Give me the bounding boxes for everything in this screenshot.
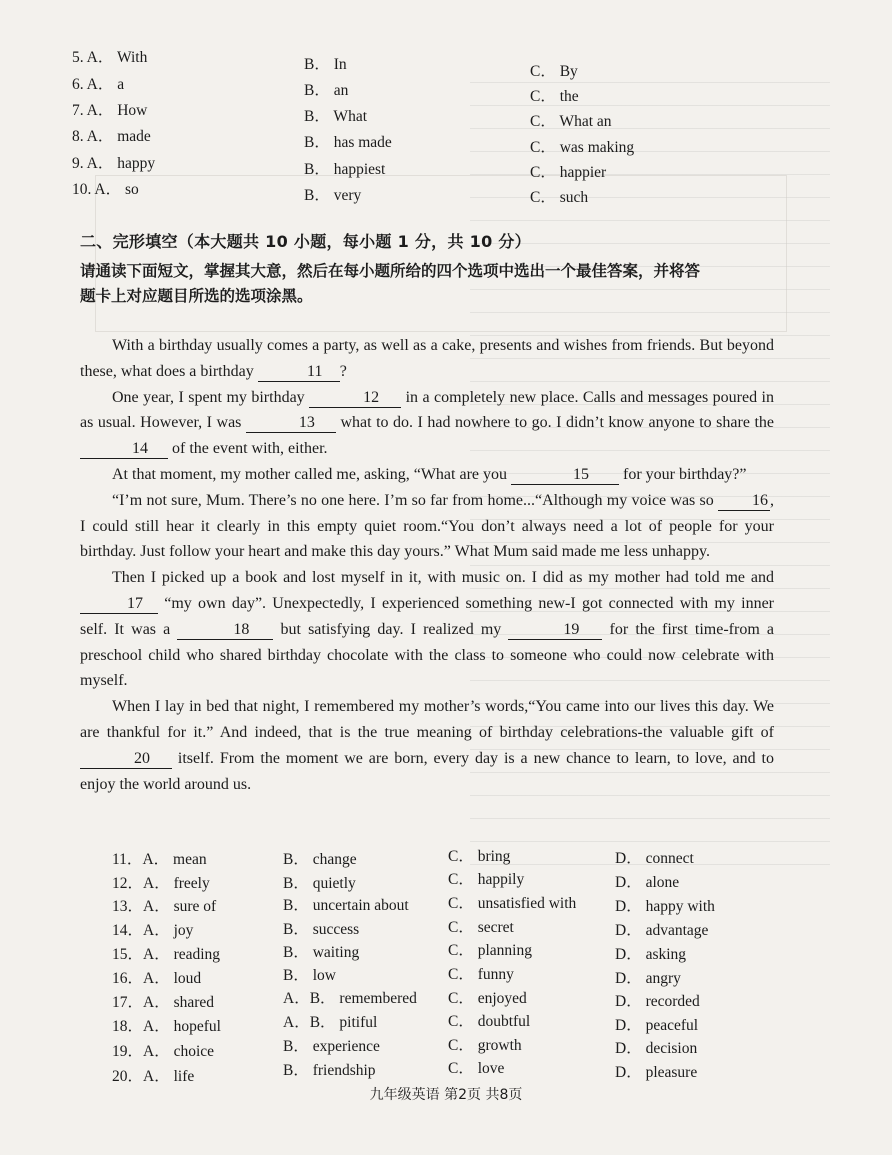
- q15-d: D． asking: [615, 946, 687, 963]
- q14-a: 14．A． joy: [112, 922, 194, 939]
- q13-b: B． uncertain about: [283, 897, 409, 914]
- q18-c: C． doubtful: [448, 1013, 531, 1030]
- section-instruction-line-2: 题卡上对应题目所选的选项涂黑。: [80, 287, 313, 305]
- q13-a: 13．A． sure of: [112, 898, 217, 915]
- q6-a: 6. A． a: [72, 76, 125, 93]
- q12-d: D． alone: [615, 874, 680, 891]
- q17-d: D． recorded: [615, 993, 700, 1010]
- q10-c: C． such: [530, 189, 589, 206]
- blank-17: 17: [80, 595, 158, 614]
- q18-a: 18．A． hopeful: [112, 1018, 221, 1035]
- q9-a: 9. A． happy: [72, 155, 156, 172]
- q13-d: D． happy with: [615, 898, 715, 915]
- q11-a: 11．A． mean: [112, 851, 207, 868]
- q6-b: B． an: [304, 82, 349, 99]
- paragraph-5: Then I picked up a book and lost myself in it, with music on. I did as my mother had told me and 17 “my own day”. Unexpectedly, I experienced something new-I got connected with my inner self. It was a 18 but satisfying day. I realized my 19 for the first time-from a preschool child who shared birthday chocolate with the class to someone who could now celebrate with myself.: [80, 569, 774, 690]
- q19-d: D． decision: [615, 1040, 698, 1057]
- paragraph-3: At that moment, my mother called me, asking, “What are you 15 for your birthday?”: [112, 465, 747, 483]
- q14-c: C． secret: [448, 919, 514, 936]
- q8-a: 8. A． made: [72, 128, 151, 145]
- q5-c: C． By: [530, 63, 578, 80]
- q9-b: B． happiest: [304, 161, 386, 178]
- q15-b: B． waiting: [283, 944, 360, 961]
- q12-c: C． happily: [448, 871, 525, 888]
- q8-b: B． has made: [304, 134, 392, 151]
- q7-c: C． What an: [530, 113, 612, 130]
- blank-16: 16: [718, 492, 770, 511]
- section-instruction-line-1: 请通读下面短文，掌握其大意，然后在每小题所给的四个选项中选出一个最佳答案，并将答: [80, 262, 701, 280]
- q5-b: B． In: [304, 56, 347, 73]
- paragraph-1: With a birthday usually comes a party, as well as a cake, presents and wishes from friends. But beyond these, what does a birthday 11 ?: [80, 337, 774, 380]
- q18-b: A．B． pitiful: [283, 1014, 378, 1031]
- q6-c: C． the: [530, 88, 579, 105]
- blank-20: 20: [80, 750, 172, 769]
- q14-d: D． advantage: [615, 922, 709, 939]
- q7-a: 7. A． How: [72, 102, 148, 119]
- q20-b: B． friendship: [283, 1062, 376, 1079]
- q14-b: B． success: [283, 921, 360, 938]
- q16-a: 16．A． loud: [112, 970, 202, 987]
- q19-b: B． experience: [283, 1038, 380, 1055]
- paragraph-2: One year, I spent my birthday 12 in a completely new place. Calls and messages poured in as usual. However, I was 13 what to do. I had nowhere to go. I didn’t know anyone to share the 14 of the event with, either.: [80, 388, 774, 458]
- q17-c: C． enjoyed: [448, 990, 527, 1007]
- paragraph-4: “I’m not sure, Mum. There’s no one here. I’m so far from home...“Although my voice was so 16 , I could still hear it clearly in this empty quiet room.“You don’t always need a lot of people for your birthday. Just follow your heart and make this day yours.” What Mum said made me less unhappy.: [80, 491, 775, 561]
- q16-b: B． low: [283, 967, 336, 984]
- blank-14: 14: [80, 440, 168, 459]
- bleed-through-table: [95, 175, 787, 332]
- q15-a: 15．A． reading: [112, 946, 221, 963]
- q10-a: 10. A． so: [72, 181, 139, 198]
- cloze-passage: [80, 333, 774, 797]
- q17-b: A．B． remembered: [283, 990, 417, 1007]
- blank-11: 11: [258, 363, 340, 382]
- q11-c: C． bring: [448, 848, 511, 865]
- q18-d: D． peaceful: [615, 1017, 699, 1034]
- section-title: 二、完形填空（本大题共 10 小题，每小题 1 分，共 10 分）: [80, 232, 531, 251]
- blank-19: 19: [508, 621, 602, 640]
- q20-a: 20．A． life: [112, 1068, 195, 1085]
- q13-c: C． unsatisfied with: [448, 895, 577, 912]
- q11-b: B． change: [283, 851, 357, 868]
- blank-12: 12: [309, 389, 401, 408]
- q19-c: C． growth: [448, 1037, 522, 1054]
- q11-d: D． connect: [615, 850, 694, 867]
- page-footer: 九年级英语 第2页 共8页: [369, 1087, 523, 1103]
- q17-a: 17．A． shared: [112, 994, 215, 1011]
- q12-a: 12．A． freely: [112, 875, 210, 892]
- q19-a: 19．A． choice: [112, 1043, 215, 1060]
- q15-c: C． planning: [448, 942, 532, 959]
- blank-18: 18: [177, 621, 273, 640]
- q5-a: 5. A． With: [72, 49, 148, 66]
- q20-c: C． love: [448, 1060, 505, 1077]
- q16-d: D． angry: [615, 970, 681, 987]
- q16-c: C． funny: [448, 966, 514, 983]
- q7-b: B． What: [304, 108, 367, 125]
- q12-b: B． quietly: [283, 875, 356, 892]
- q8-c: C． was making: [530, 139, 635, 156]
- blank-15: 15: [511, 466, 619, 485]
- paragraph-6: When I lay in bed that night, I remembered my mother’s words,“You came into our lives this day. We are thankful for it.” And indeed, that is the true meaning of birthday celebrations-the valuable gift of 20 itself. From the moment we are born, every day is a new chance to learn, to love, and to enjoy the world around us.: [80, 698, 774, 793]
- q9-c: C． happier: [530, 164, 607, 181]
- q20-d: D． pleasure: [615, 1064, 698, 1081]
- q10-b: B． very: [304, 187, 362, 204]
- blank-13: 13: [246, 414, 336, 433]
